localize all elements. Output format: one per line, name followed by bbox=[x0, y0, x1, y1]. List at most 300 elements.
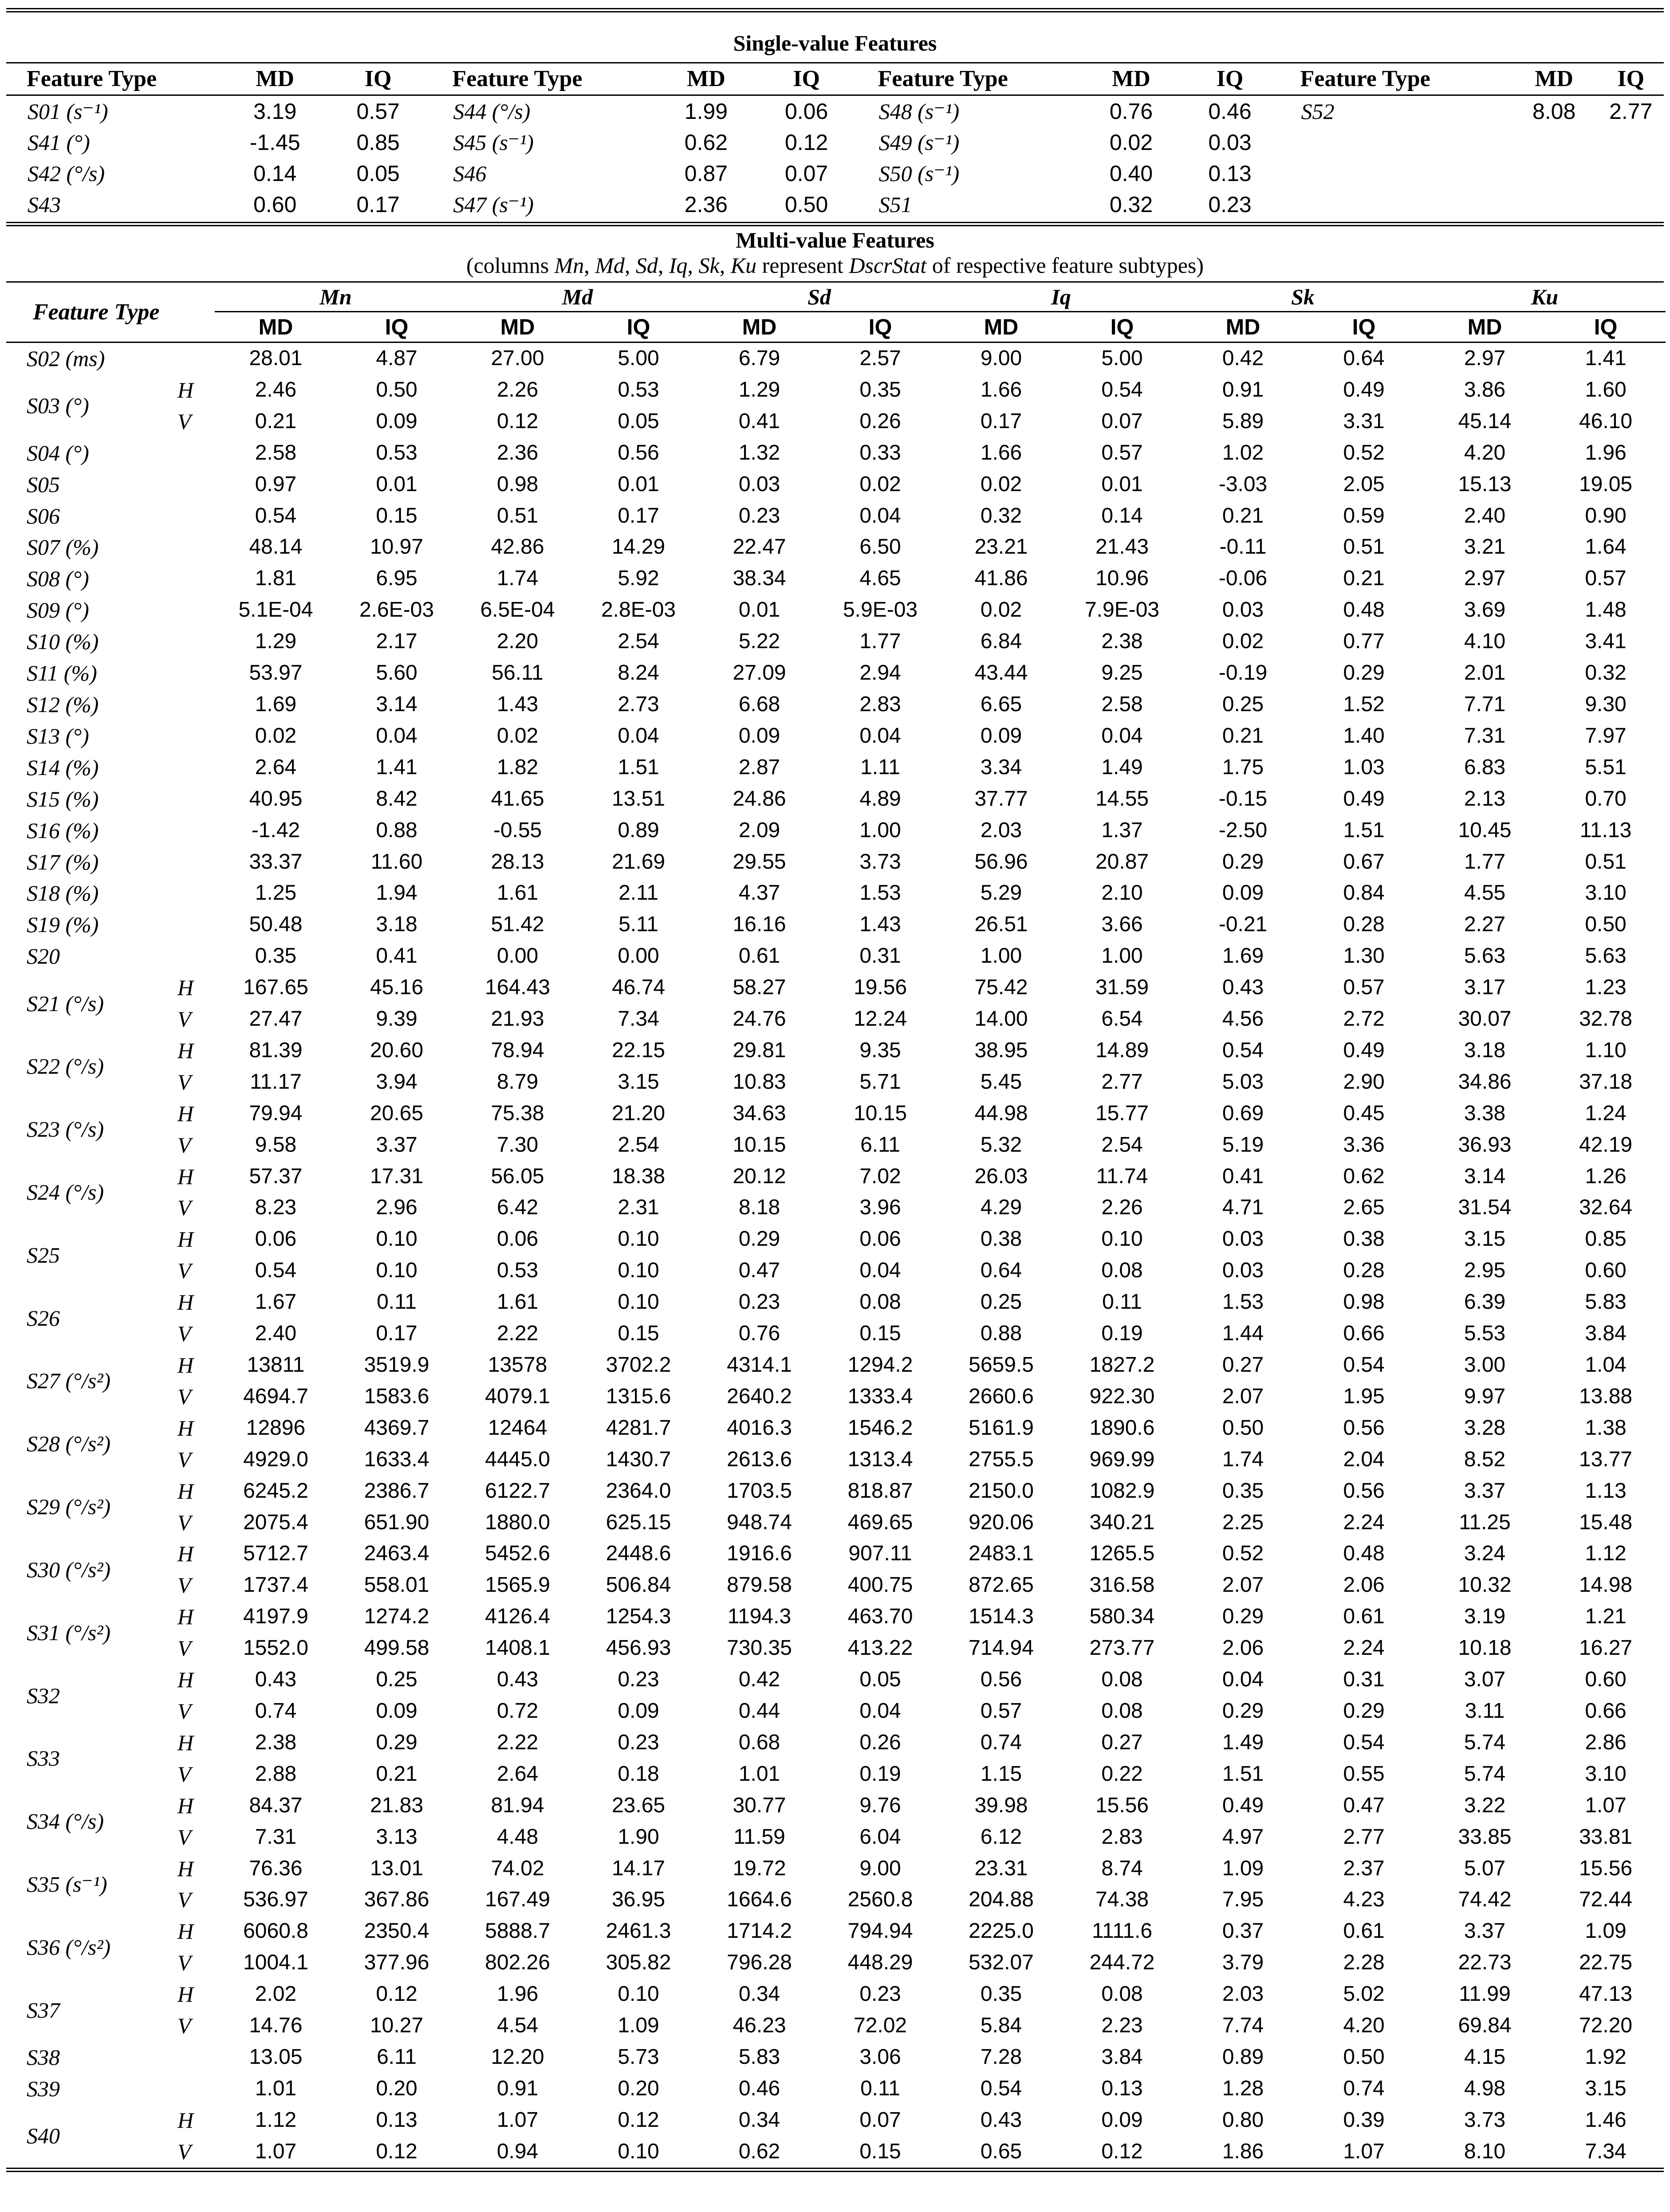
md-value: 5.53 bbox=[1464, 1322, 1506, 1346]
iq-value: 13.88 bbox=[1579, 1384, 1633, 1408]
iq-value: 0.23 bbox=[618, 1730, 659, 1754]
feature-name: S09 (°) bbox=[27, 598, 89, 623]
md-value: 31.54 bbox=[1458, 1196, 1512, 1220]
axis-label: H bbox=[177, 377, 194, 402]
md-value: 0.61 bbox=[738, 944, 780, 968]
table-row bbox=[6, 1570, 1666, 1601]
feature-name: S25 bbox=[27, 1242, 60, 1267]
iq-value: 0.45 bbox=[1343, 1101, 1385, 1125]
md-value: 1.28 bbox=[1222, 2076, 1264, 2100]
md-value: 74.42 bbox=[1458, 1888, 1512, 1912]
iq-value: 4369.7 bbox=[364, 1416, 429, 1440]
iq-value: 10.27 bbox=[370, 2014, 424, 2038]
iq-value: 9.00 bbox=[859, 1856, 901, 1880]
iq-value: 1.46 bbox=[1585, 2108, 1627, 2132]
iq-header: IQ bbox=[1062, 312, 1182, 342]
iq-value: 3.41 bbox=[1585, 630, 1627, 653]
iq-value: 15.56 bbox=[1579, 1856, 1633, 1880]
iq-value: 0.11 bbox=[1102, 1290, 1142, 1314]
iq-value: 14.89 bbox=[1095, 1038, 1149, 1062]
md-value: 13.05 bbox=[249, 2045, 303, 2069]
md-value: 4314.1 bbox=[727, 1353, 792, 1377]
iq-value: 0.19 bbox=[1101, 1322, 1143, 1346]
iq-value: 0.22 bbox=[1101, 1762, 1143, 1786]
md-value: 11.17 bbox=[250, 1070, 302, 1094]
iq-value: 15.56 bbox=[1095, 1793, 1149, 1817]
iq-value: 6.04 bbox=[859, 1825, 901, 1849]
axis-label: V bbox=[177, 2013, 191, 2039]
md-value: 1.07 bbox=[496, 2108, 539, 2132]
feature-name: S11 (%) bbox=[27, 661, 97, 686]
table-row bbox=[6, 2042, 1666, 2073]
md-value: 0.12 bbox=[496, 409, 539, 433]
feature-name: S02 (ms) bbox=[27, 346, 105, 371]
iq-value: 0.23 bbox=[618, 1668, 659, 1692]
iq-value: 3.13 bbox=[376, 1825, 418, 1849]
iq-value: 0.15 bbox=[376, 504, 418, 527]
md-value: 3.21 bbox=[1464, 535, 1506, 559]
iq-value: 2.28 bbox=[1343, 1951, 1385, 1975]
md-value: 1.66 bbox=[980, 378, 1022, 401]
md-value: 78.94 bbox=[491, 1038, 544, 1062]
table-row bbox=[6, 1664, 1666, 1696]
md-value: 0.53 bbox=[496, 1259, 539, 1283]
axis-label: V bbox=[177, 2139, 191, 2164]
md-value: 0.38 bbox=[980, 1227, 1022, 1251]
md-header: MD bbox=[1182, 312, 1304, 342]
md-value: 56.96 bbox=[974, 850, 1028, 874]
iq-value: 2.83 bbox=[859, 692, 901, 716]
md-value: 0.44 bbox=[738, 1699, 780, 1723]
table-row bbox=[6, 1098, 1666, 1130]
iq-value: 1.12 bbox=[1585, 1542, 1627, 1566]
iq-value: 1.23 bbox=[1585, 976, 1627, 1000]
iq-value: 0.50 bbox=[784, 192, 828, 217]
md-value: 0.87 bbox=[684, 161, 728, 186]
table-row bbox=[6, 406, 1666, 437]
iq-value: 400.75 bbox=[847, 1573, 913, 1597]
md-value: 2.06 bbox=[1222, 1636, 1264, 1660]
iq-value: 1274.2 bbox=[364, 1605, 429, 1629]
table-row bbox=[6, 531, 1666, 563]
iq-value: 4281.7 bbox=[606, 1416, 671, 1440]
iq-value: 13.01 bbox=[370, 1856, 424, 1880]
md-value: 0.62 bbox=[738, 2139, 780, 2163]
iq-value: 2.05 bbox=[1343, 472, 1385, 496]
iq-value: 0.03 bbox=[1208, 130, 1252, 155]
md-value: 3.17 bbox=[1464, 976, 1506, 1000]
iq-header: IQ bbox=[1304, 312, 1424, 342]
md-header: MD bbox=[657, 63, 756, 95]
iq-value: 10.96 bbox=[1095, 567, 1149, 590]
md-value: 0.60 bbox=[253, 192, 297, 217]
feature-name: S19 (%) bbox=[27, 912, 99, 937]
md-value: 3.69 bbox=[1464, 598, 1506, 622]
group-header-iq: Iq bbox=[940, 283, 1182, 312]
iq-value: 0.07 bbox=[859, 2108, 901, 2132]
md-value: 7.95 bbox=[1222, 1888, 1264, 1912]
axis-label: H bbox=[177, 1541, 194, 1567]
table-row bbox=[6, 469, 1666, 500]
iq-value: 4.20 bbox=[1343, 2014, 1385, 2038]
md-value: 7.71 bbox=[1464, 692, 1506, 716]
md-value: 0.40 bbox=[1109, 161, 1153, 186]
md-value: 3.37 bbox=[1464, 1479, 1506, 1503]
iq-value: 0.20 bbox=[376, 2076, 418, 2100]
iq-header: IQ bbox=[1598, 63, 1664, 95]
md-value: 29.81 bbox=[733, 1038, 786, 1062]
feature-name: S35 (s⁻¹) bbox=[27, 1871, 107, 1897]
iq-value: 2.57 bbox=[859, 346, 901, 370]
iq-value: 818.87 bbox=[847, 1479, 913, 1503]
iq-value: 0.77 bbox=[1343, 630, 1385, 653]
iq-value: 2560.8 bbox=[847, 1888, 913, 1912]
md-value: 5.22 bbox=[738, 630, 780, 653]
iq-value: 0.09 bbox=[376, 409, 418, 433]
table-row bbox=[6, 342, 1666, 374]
md-value: 0.54 bbox=[1222, 1038, 1264, 1062]
iq-value: 0.10 bbox=[376, 1259, 418, 1283]
iq-value: 0.56 bbox=[618, 441, 659, 464]
iq-value: 0.29 bbox=[376, 1730, 418, 1754]
iq-value: 32.78 bbox=[1579, 1007, 1633, 1031]
feature-name: S29 (°/s²) bbox=[27, 1494, 111, 1519]
md-value: 40.95 bbox=[249, 787, 303, 811]
md-value: 24.86 bbox=[733, 787, 786, 811]
iq-value: 3.96 bbox=[859, 1196, 901, 1220]
md-value: 1.61 bbox=[496, 1290, 539, 1314]
md-value: 5.29 bbox=[980, 881, 1022, 905]
md-value: 4445.0 bbox=[485, 1447, 550, 1471]
feature-name: S44 (°/s) bbox=[453, 99, 531, 124]
md-value: 1.74 bbox=[496, 567, 539, 590]
single-row bbox=[6, 127, 1664, 158]
md-value: 15.13 bbox=[1458, 472, 1512, 496]
iq-value: 72.20 bbox=[1579, 2014, 1633, 2038]
axis-label: H bbox=[177, 975, 194, 1000]
iq-value: 794.94 bbox=[847, 1919, 913, 1943]
iq-header: IQ bbox=[1180, 63, 1280, 95]
md-value: 0.23 bbox=[738, 504, 780, 527]
table-row bbox=[6, 1161, 1666, 1193]
iq-value: 46.10 bbox=[1579, 409, 1633, 433]
iq-value: 2.10 bbox=[1101, 881, 1143, 905]
md-value: 4.98 bbox=[1464, 2076, 1506, 2100]
md-value: 0.47 bbox=[738, 1259, 780, 1283]
md-value: 2.22 bbox=[496, 1730, 539, 1754]
md-value: 1.96 bbox=[496, 1982, 539, 2006]
md-value: 2.97 bbox=[1464, 567, 1506, 590]
iq-value: 305.82 bbox=[606, 1951, 671, 1975]
table-row bbox=[6, 1192, 1666, 1224]
feature-name: S13 (°) bbox=[27, 723, 89, 748]
md-value: 30.77 bbox=[733, 1793, 786, 1817]
feature-name: S30 (°/s²) bbox=[27, 1557, 111, 1582]
md-value: 84.37 bbox=[249, 1793, 303, 1817]
iq-value: 0.12 bbox=[784, 130, 828, 155]
md-value: 3.14 bbox=[1464, 1164, 1506, 1188]
md-value: 7.31 bbox=[255, 1825, 297, 1849]
md-value: 0.04 bbox=[1222, 1668, 1264, 1692]
iq-value: 0.56 bbox=[1343, 1479, 1385, 1503]
md-value: 4197.9 bbox=[243, 1605, 308, 1629]
md-value: 57.37 bbox=[249, 1164, 303, 1188]
single-row bbox=[6, 158, 1664, 189]
axis-label: V bbox=[177, 1258, 191, 1283]
iq-value: 3.06 bbox=[859, 2045, 901, 2069]
axis-label: V bbox=[177, 1384, 191, 1409]
table-row bbox=[6, 815, 1666, 846]
md-value: 2755.5 bbox=[969, 1447, 1034, 1471]
axis-label: V bbox=[177, 1069, 191, 1094]
md-value: 0.21 bbox=[255, 409, 297, 433]
iq-value: 1546.2 bbox=[847, 1416, 913, 1440]
iq-value: 0.29 bbox=[1343, 1699, 1385, 1723]
md-value: 0.27 bbox=[1222, 1353, 1264, 1377]
md-value: 1.25 bbox=[255, 881, 297, 905]
md-value: 5.32 bbox=[980, 1133, 1022, 1157]
md-value: 802.26 bbox=[485, 1951, 550, 1975]
md-value: 0.43 bbox=[1222, 976, 1264, 1000]
iq-value: 0.09 bbox=[376, 1699, 418, 1723]
iq-value: 0.10 bbox=[376, 1227, 418, 1251]
md-value: 0.34 bbox=[738, 1982, 780, 2006]
md-value: 26.03 bbox=[974, 1164, 1028, 1188]
md-value: 4016.3 bbox=[727, 1416, 792, 1440]
iq-value: 11.74 bbox=[1096, 1164, 1148, 1188]
iq-value: 1294.2 bbox=[847, 1353, 913, 1377]
md-value: 1.67 bbox=[255, 1290, 297, 1314]
md-value: 1.01 bbox=[255, 2076, 297, 2100]
iq-value: 0.01 bbox=[1101, 472, 1143, 496]
iq-value: 413.22 bbox=[847, 1636, 913, 1660]
md-value: 4.55 bbox=[1464, 881, 1506, 905]
iq-value: 1.37 bbox=[1101, 818, 1143, 842]
iq-value: 0.04 bbox=[859, 504, 901, 527]
md-value: 3.79 bbox=[1222, 1951, 1264, 1975]
md-value: 1.75 bbox=[1222, 755, 1264, 779]
single-header-row bbox=[6, 63, 1664, 95]
feature-name: S26 bbox=[27, 1305, 60, 1330]
iq-value: 1.00 bbox=[859, 818, 901, 842]
iq-value: 15.77 bbox=[1095, 1101, 1149, 1125]
iq-value: 0.85 bbox=[356, 130, 400, 155]
table-row bbox=[6, 1476, 1666, 1507]
table-row bbox=[6, 1035, 1666, 1067]
iq-header: IQ bbox=[756, 63, 858, 95]
iq-value: 0.08 bbox=[1101, 1982, 1143, 2006]
iq-value: 42.19 bbox=[1579, 1133, 1633, 1157]
iq-value: 0.57 bbox=[1343, 976, 1385, 1000]
md-value: 0.57 bbox=[980, 1699, 1022, 1723]
iq-value: 0.07 bbox=[784, 161, 828, 186]
md-value: 0.89 bbox=[1222, 2045, 1264, 2069]
md-value: 1.09 bbox=[1222, 1856, 1264, 1880]
iq-value: 1.24 bbox=[1585, 1101, 1627, 1125]
feature-name: S31 (°/s²) bbox=[27, 1620, 111, 1645]
iq-value: 0.39 bbox=[1343, 2108, 1385, 2132]
iq-value: 1.52 bbox=[1343, 692, 1385, 716]
md-value: 22.47 bbox=[733, 535, 786, 559]
iq-value: 0.05 bbox=[859, 1668, 901, 1692]
iq-value: 558.01 bbox=[364, 1573, 429, 1597]
feature-name: S15 (%) bbox=[27, 786, 99, 811]
iq-value: 0.84 bbox=[1343, 881, 1385, 905]
iq-value: 0.10 bbox=[618, 1259, 659, 1283]
table-row bbox=[6, 1790, 1666, 1822]
iq-value: 0.61 bbox=[1343, 1605, 1385, 1629]
md-value: 167.65 bbox=[243, 976, 308, 1000]
md-header: MD bbox=[698, 312, 820, 342]
iq-value: 0.62 bbox=[1343, 1164, 1385, 1188]
iq-value: 0.66 bbox=[1343, 1322, 1385, 1346]
feature-name: S23 (°/s) bbox=[27, 1117, 104, 1142]
md-value: 9.58 bbox=[255, 1133, 297, 1157]
iq-value: 22.75 bbox=[1579, 1951, 1633, 1975]
iq-value: 1254.3 bbox=[606, 1605, 671, 1629]
md-value: 4694.7 bbox=[243, 1384, 308, 1408]
md-value: 8.08 bbox=[1532, 99, 1576, 124]
iq-value: 10.15 bbox=[853, 1101, 907, 1125]
md-value: 1.01 bbox=[738, 1762, 780, 1786]
md-value: 2.64 bbox=[255, 755, 297, 779]
md-value: 14.76 bbox=[249, 2014, 303, 2038]
md-value: 3.22 bbox=[1464, 1793, 1506, 1817]
md-value: 4.37 bbox=[738, 881, 780, 905]
iq-value: 1315.6 bbox=[606, 1384, 671, 1408]
subtitle-term: DscrStat bbox=[849, 253, 927, 278]
feature-name: S49 (s⁻¹) bbox=[878, 130, 960, 155]
md-value: 3.38 bbox=[1464, 1101, 1506, 1125]
iq-value: 2.90 bbox=[1343, 1070, 1385, 1094]
feature-name: S16 (%) bbox=[27, 818, 99, 843]
iq-value: 0.49 bbox=[1343, 378, 1385, 401]
md-value: 8.52 bbox=[1464, 1447, 1506, 1471]
md-value: 4.56 bbox=[1222, 1007, 1264, 1031]
iq-value: 0.41 bbox=[376, 944, 418, 968]
md-value: 6.12 bbox=[980, 1825, 1022, 1849]
md-value: 6.84 bbox=[980, 630, 1022, 653]
iq-value: 1.09 bbox=[1585, 1919, 1627, 1943]
iq-value: 1333.4 bbox=[847, 1384, 913, 1408]
iq-value: 907.11 bbox=[848, 1542, 912, 1566]
iq-value: 0.21 bbox=[1343, 567, 1385, 590]
iq-value: 448.29 bbox=[847, 1951, 913, 1975]
table-row bbox=[6, 1979, 1666, 2010]
md-header: MD bbox=[1424, 312, 1546, 342]
md-value: 10.83 bbox=[733, 1070, 786, 1094]
md-value: 0.65 bbox=[980, 2139, 1022, 2163]
table-row bbox=[6, 2136, 1666, 2168]
md-value: 796.28 bbox=[727, 1951, 792, 1975]
iq-value: 0.52 bbox=[1343, 441, 1385, 464]
iq-value: 6.95 bbox=[376, 567, 418, 590]
iq-value: 14.55 bbox=[1095, 787, 1149, 811]
md-value: 5.1E-04 bbox=[238, 598, 313, 622]
md-value: 0.09 bbox=[980, 724, 1022, 748]
axis-label: V bbox=[177, 1573, 191, 1598]
iq-value: 0.06 bbox=[859, 1227, 901, 1251]
iq-value: 0.90 bbox=[1585, 504, 1627, 527]
iq-value: 0.33 bbox=[859, 441, 901, 464]
md-value: 1.61 bbox=[496, 881, 539, 905]
md-value bbox=[1510, 127, 1598, 158]
iq-value: 45.16 bbox=[370, 976, 424, 1000]
md-value: 28.01 bbox=[249, 346, 303, 370]
table-row bbox=[6, 783, 1666, 815]
md-value bbox=[1510, 158, 1598, 189]
md-value: 0.74 bbox=[255, 1699, 297, 1723]
md-value: 19.72 bbox=[733, 1856, 786, 1880]
iq-value: 2.54 bbox=[618, 630, 659, 653]
iq-value: 0.51 bbox=[1343, 535, 1385, 559]
feature-name: S05 bbox=[27, 472, 60, 497]
md-value: 3.86 bbox=[1464, 378, 1506, 401]
md-value: 11.99 bbox=[1459, 1982, 1511, 2006]
md-value: 948.74 bbox=[727, 1510, 792, 1534]
iq-value: 367.86 bbox=[364, 1888, 429, 1912]
table-row bbox=[6, 1067, 1666, 1098]
md-value: 7.28 bbox=[980, 2045, 1022, 2069]
iq-value: 0.89 bbox=[618, 818, 659, 842]
table-row bbox=[6, 2073, 1666, 2105]
single-row bbox=[6, 95, 1664, 127]
axis-label: H bbox=[177, 1982, 194, 2007]
md-value: 26.51 bbox=[974, 913, 1028, 937]
feature-name: S27 (°/s²) bbox=[27, 1368, 111, 1393]
table-row bbox=[6, 1916, 1666, 1947]
iq-value: 469.65 bbox=[847, 1510, 913, 1534]
md-value: 2.27 bbox=[1464, 913, 1506, 937]
iq-value: 0.28 bbox=[1343, 913, 1385, 937]
iq-value: 377.96 bbox=[364, 1951, 429, 1975]
iq-value: 0.01 bbox=[376, 472, 418, 496]
md-value: 0.76 bbox=[1109, 99, 1153, 124]
iq-value: 2.06 bbox=[1343, 1573, 1385, 1597]
iq-value: 2.24 bbox=[1343, 1636, 1385, 1660]
iq-value: 244.72 bbox=[1089, 1951, 1155, 1975]
iq-value: 20.65 bbox=[370, 1101, 424, 1125]
md-value: 1194.3 bbox=[727, 1605, 792, 1629]
iq-value: 1.64 bbox=[1585, 535, 1627, 559]
md-header: MD bbox=[457, 312, 579, 342]
md-header: MD bbox=[226, 63, 325, 95]
table-row bbox=[6, 909, 1666, 941]
md-value: -1.45 bbox=[249, 130, 300, 155]
iq-value: 4.65 bbox=[859, 567, 901, 590]
md-value: 5.19 bbox=[1222, 1133, 1264, 1157]
md-value: 1.74 bbox=[1222, 1447, 1264, 1471]
iq-value: 2.77 bbox=[1609, 99, 1653, 124]
iq-value: 0.04 bbox=[859, 1699, 901, 1723]
md-value: 0.02 bbox=[1222, 630, 1264, 653]
iq-value: 1.21 bbox=[1585, 1605, 1627, 1629]
group-header-sk: Sk bbox=[1182, 283, 1424, 312]
md-value: 0.41 bbox=[1222, 1164, 1264, 1188]
iq-value: 2.86 bbox=[1585, 1730, 1627, 1754]
iq-value: 0.10 bbox=[618, 1982, 659, 2006]
iq-value: 1.95 bbox=[1343, 1384, 1385, 1408]
md-value: 76.36 bbox=[249, 1856, 303, 1880]
md-value: 6.79 bbox=[738, 346, 780, 370]
md-value: 11.59 bbox=[733, 1825, 785, 1849]
iq-value: 1633.4 bbox=[364, 1447, 429, 1471]
iq-value: 3.66 bbox=[1101, 913, 1143, 937]
iq-value: 17.31 bbox=[370, 1164, 424, 1188]
table-row bbox=[6, 846, 1666, 878]
md-value: 2.22 bbox=[496, 1322, 539, 1346]
iq-value: 2.26 bbox=[1101, 1196, 1143, 1220]
